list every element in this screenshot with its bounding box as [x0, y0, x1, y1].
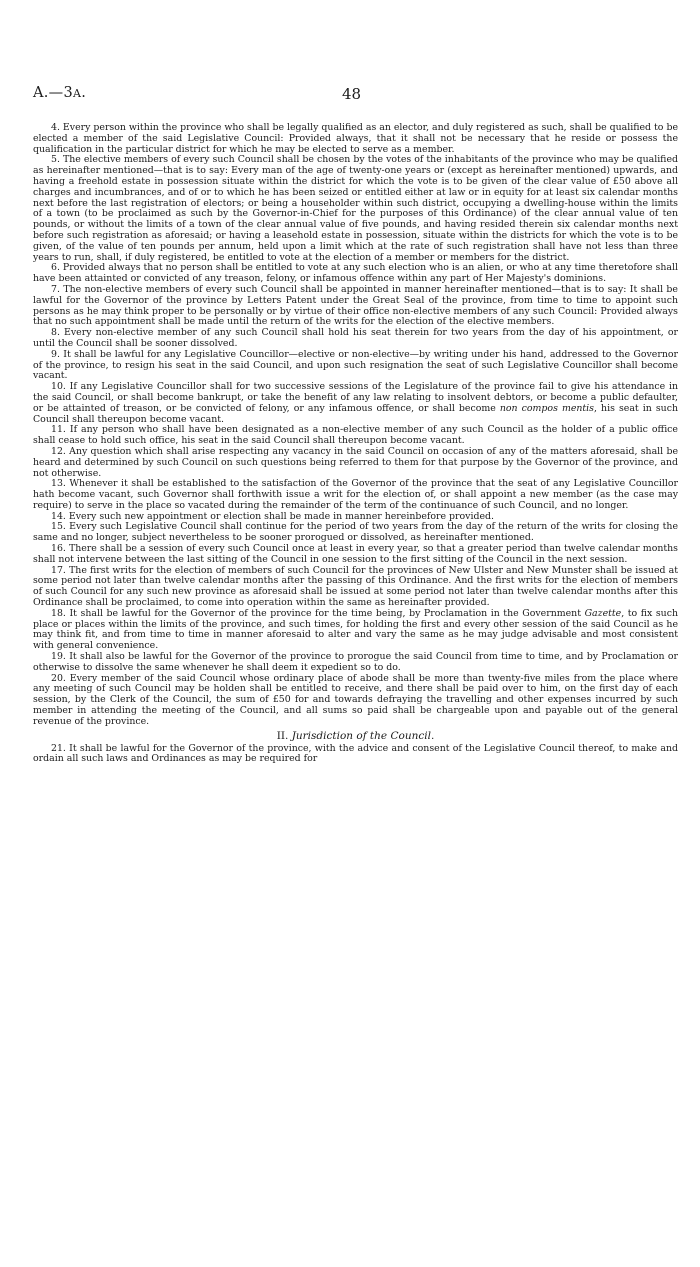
clause-5: 5. The elective members of every such Council shall be chosen by the votes of the inhabitants of the province who may be qualified as hereinafter mentioned—that is to say: Every man of the age of twenty-one years or (except as hereinafter mentioned) upwards, and having a freehold estate in possession situate within the district for which the vote is to be given of the clear value of £50 above all charges and incumbrances, and of or to which he has been seized or entitled either at law or in equity for at least six calendar months next before the last registration of electors; or being a householder within such district, occupying a dwelling-house within the limits of a town (to be proclaimed as such by the Governor-in-Chief for the purposes of this Ordinance) of the clear annual value of ten pounds, or without the limits of a town of the clear annual value of five pounds, and having resided therein six calendar months next before such registration as aforesaid; or having a leasehold estate in possession, situate within the districts for which the vote is to be given, of the value of ten pounds per annum, held upon a limit which at the rate of such registration shall have not less than three years to run, shall, if duly registered, be entitled to vote at the election of a member or members for the district.	[33, 154, 678, 263]
latin-phrase: non compos mentis	[499, 402, 594, 414]
page-header	[33, 85, 667, 107]
clause-17: 17. The first writs for the election of members of such Council for the provinces of New Ulster and New Munster shall be issued at some period not later than twelve calendar months after the passing of this Ordinance. And the first writs for the election of members of such Council for any such new province as aforesaid shall be issued at some period not later than twelve calendar months after this Ordinance shall be proclaimed, to come into operation within the same as hereinafter provided.	[33, 564, 678, 609]
clause-18: 18. It shall be lawful for the Governor of the province for the time being, by Proclamation in the Government Gazette, to fix such place or places within the limits of the province, and such times, for holding the first and every other session of the said Council as he may think fit, and from time to time in manner aforesaid to alter and vary the same as he may judge advisable and most consistent with general convenience.	[33, 607, 679, 652]
document-code: A.—3A.	[33, 85, 87, 101]
clause-16: 16. There shall be a session of every such Council once at least in every year, so that a greater period than twelve calendar months shall not intervene between the last sitting of the Council in one session to the first sitting of the Council in the next session.	[33, 543, 678, 565]
clause-21: 21. It shall be lawful for the Governor of the province, with the advice and consent of the Legislative Council thereof, to make and ordain all such laws and Ordinances as may be required for	[33, 742, 678, 765]
clause-4: 4. Every person within the province who shall be legally qualified as an elector, and duly registered as such, shall be qualified to be elected a member of the said Legislative Council: Provided always, that it shall not be necessary that he reside or possess the qualification in the particular district for which he may be elected to serve as a member.	[33, 122, 678, 155]
page-number: 48	[342, 85, 362, 103]
clause-14: 14. Every such new appointment or election shall be made in manner hereinbefore provided.	[51, 510, 494, 522]
section-heading: II. Jurisdiction of the Council.	[276, 729, 435, 742]
clause-9: 9. It shall be lawful for any Legislative Councillor—elective or non-elective—by writing under his hand, addressed to the Governor of the province, to resign his seat in the said Council, and upon such resignation the seat of such Legislative Councillor shall become vacant.	[33, 348, 678, 382]
clause-7: 7. The non-elective members of every such Council shall be appointed in manner hereinafter mentioned—that is to say: It shall be lawful for the Governor of the province by Letters Patent under the Great Seal of the province, from time to time to appoint such persons as he may think proper to be personally or by virtue of their office non-elective members of any such Council: Provided always that no such appointment shall be made until the return of the writs for the election of the elective members.	[33, 283, 678, 328]
clause-15: 15. Every such Legislative Council shall continue for the period of two years from the day of the return of the writs for closing the same and no longer, subject nevertheless to be sooner prorogued or dissolved, as hereinafter mentioned.	[33, 521, 678, 544]
clause-19: 19. It shall also be lawful for the Governor of the province to prorogue the said Council from time to time, and by Proclamation or otherwise to dissolve the same whenever he shall deem it expedient so to do.	[33, 651, 678, 673]
clause-20: 20. Every member of the said Council whose ordinary place of abode shall be more than twenty-five miles from the place where any meeting of such Council may be holden shall be entitled to receive, and there shall be paid over to him, on the first day of each session, by the Clerk of the Council, the sum of £50 for and towards defraying the travelling and other expenses incurred by such member in attending the meeting of the Council, and all sums so paid shall be chargeable upon and payable out of the general revenue of the province.	[33, 672, 678, 727]
clause-13: 13. Whenever it shall be established to the satisfaction of the Governor of the province that the seat of any Legislative Councillor hath become vacant, such Governor shall forthwith issue a writ for the election of, or shall appoint a new member (as the case may require) to serve in the place so vacated during the remainder of the term of the continuance of such Council, and no longer.	[33, 478, 678, 511]
clause-8: 8. Every non-elective member of any such Council shall hold his seat therein for two years from the day of his appointment, or until the Council shall be sooner dissolved.	[33, 327, 678, 349]
document-body	[33, 123, 678, 765]
clause-11: 11. If any person who shall have been designated as a non-elective member of any such Council as the holder of a public office shall cease to hold such office, his seat in the said Council shall thereupon become vacant.	[33, 424, 678, 447]
clause-12: 12. Any question which shall arise respecting any vacancy in the said Council on occasion of any of the matters aforesaid, shall be heard and determined by such Council on such questions being referred to them for that purpose by the Governor of the province, and not otherwise.	[33, 445, 678, 479]
clause-6: 6. Provided always that no person shall be entitled to vote at any such election who is an alien, or who at any time theretofore shall have been attainted or convicted of any treason, felony, or infamous offence within any part of Her Majesty's dominions.	[33, 262, 678, 285]
clause-10: 10. If any Legislative Councillor shall for two successive sessions of the Legislature of the province fail to give his attendance in the said Council, or shall become bankrupt, or take the benefit of any law relating to insolvent debtors, or become a public defaulter, or be attainted of treason, or be convicted of felony, or any infamous offence, or shall become non compos mentis, his seat in such Council shall thereupon become vacant.	[33, 381, 678, 425]
gazette-word: Gazette	[584, 607, 622, 619]
